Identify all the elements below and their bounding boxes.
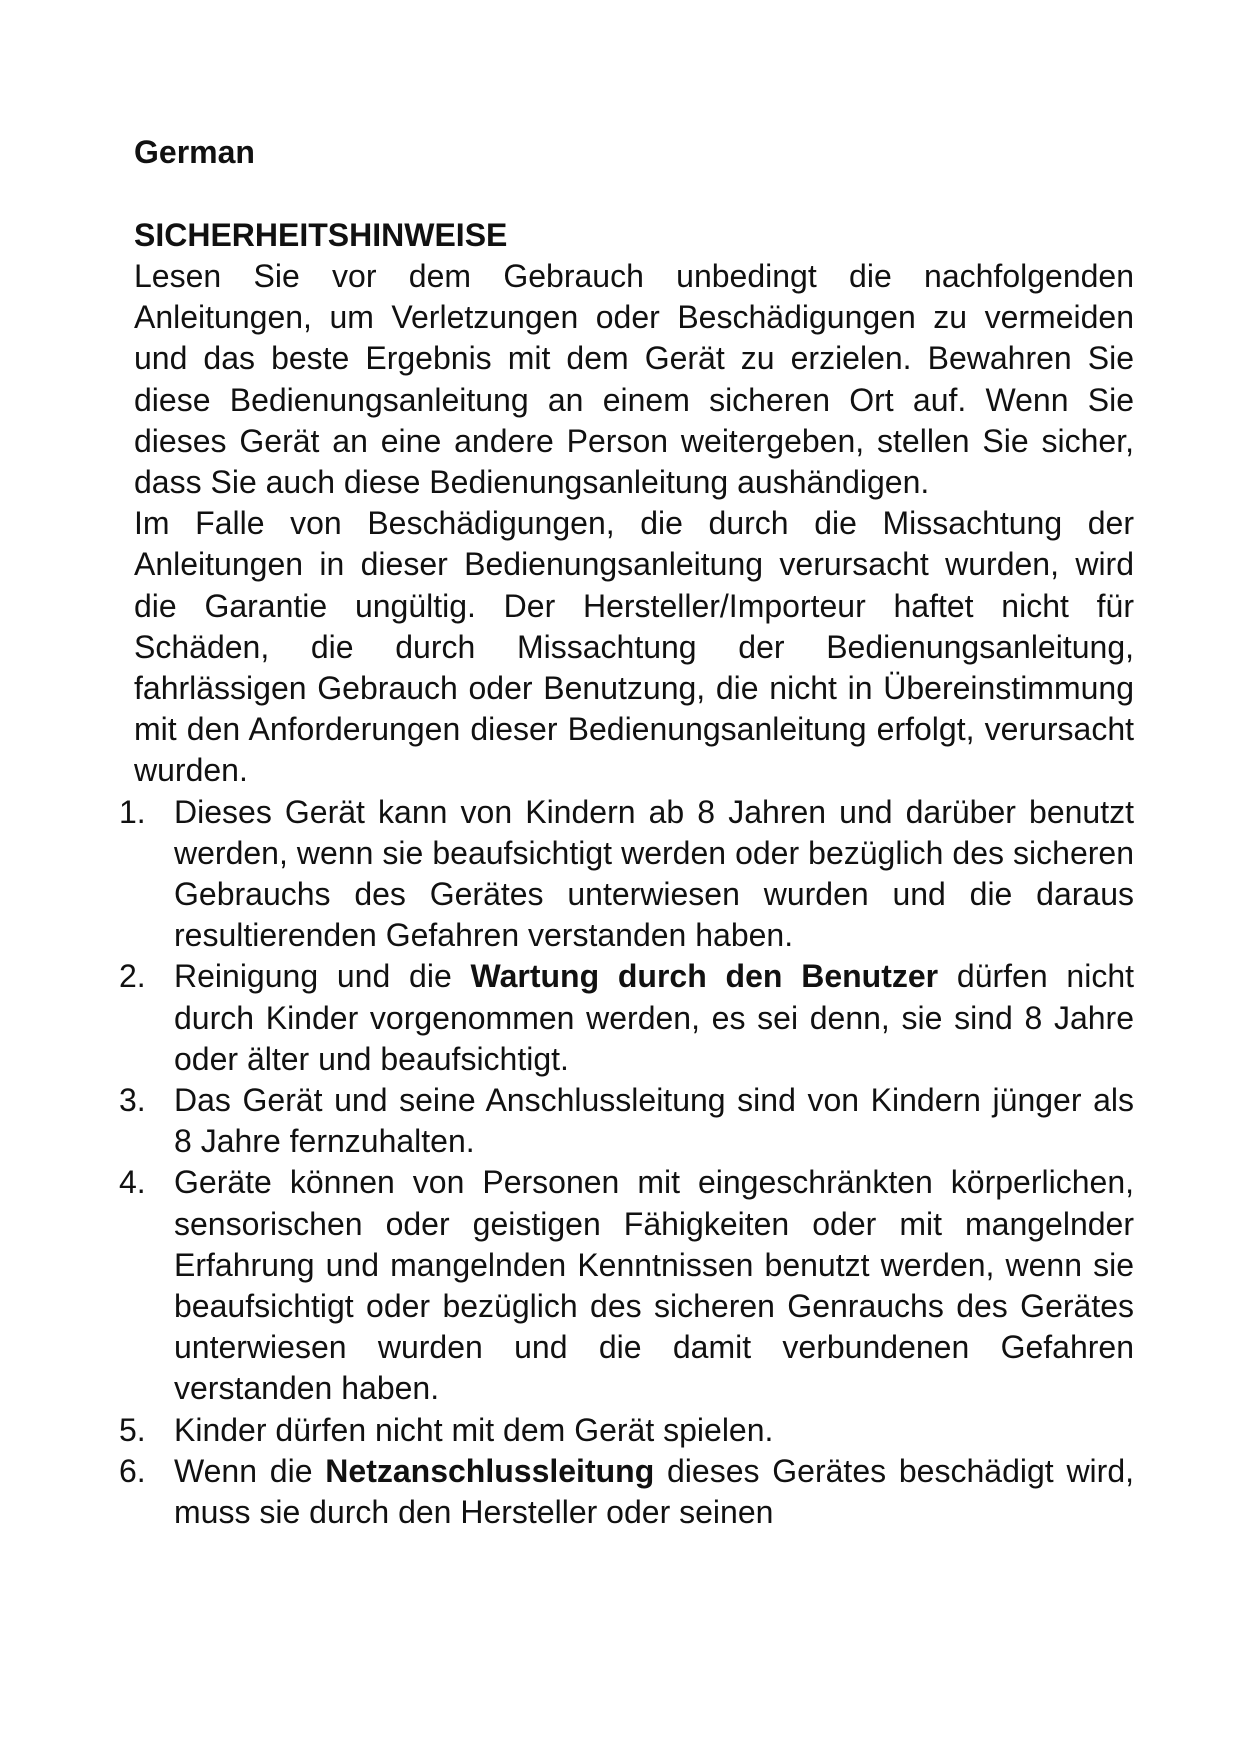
list-number: 3. (119, 1082, 146, 1119)
safety-list (119, 792, 1134, 1534)
list-item (119, 1451, 1134, 1533)
list-number: 5. (119, 1411, 146, 1448)
document-content (119, 132, 1135, 1533)
language-heading: German (134, 134, 255, 170)
list-item-text-before: Reinigung und die (174, 958, 471, 995)
list-number: 4. (119, 1164, 146, 1201)
list-item (119, 1080, 1134, 1162)
spacer (134, 173, 1134, 215)
list-item-text: Dieses Gerät kann von Kindern ab 8 Jahren und darüber benutzt werden, wenn sie beaufsichtigt werden oder bezüglich des sicheren Gebrauchs des Gerätes unterwiesen wurden und die daraus resultierenden Gefahren verstanden haben. (174, 793, 1134, 954)
list-item (119, 956, 1134, 1080)
list-item-text: Geräte können von Personen mit eingeschränkten körperlichen, sensorischen oder geistigen Fähigkeiten oder mit mangelnder Erfahrung und mangelnden Kenntnissen benutzt werden, wenn sie beaufsichtigt oder bezüglich des sicheren Genrauchs des Gerätes unterwiesen wurden und die damit verbundenen Gefahren verstanden haben. (174, 1164, 1134, 1407)
section-title: SICHERHEITSHINWEISE (134, 217, 508, 253)
list-item-text: Kinder dürfen nicht mit dem Gerät spielen. (174, 1411, 774, 1448)
list-item-text-before: Wenn die (174, 1452, 326, 1489)
list-item-bold-text: Netzanschlussleitung (325, 1452, 655, 1489)
list-item-bold-text: Wartung durch den Benutzer (470, 958, 939, 995)
list-item-text: Das Gerät und seine Anschlussleitung sind von Kindern jünger als 8 Jahre fernzuhalten. (174, 1082, 1134, 1160)
list-item (119, 1410, 1134, 1451)
list-item-text-after: dieses Gerätes beschädigt wird, muss sie durch den Hersteller oder seinen (174, 1452, 1135, 1531)
intro-paragraph: Im Falle von Beschädigungen, die durch die Missachtung der Anleitungen in dieser Bedienungsanleitung verursacht wurden, wird die Garantie ungültig. Der Hersteller/Importeur haftet nicht für Schäden, die durch Missachtung der Bedienungsanleitung, fahrlässigen Gebrauch oder Benutzung, die nicht in Übereinstimmung mit den Anforderungen dieser Bedienungsanleitung erfolgt, verursacht wurden. (134, 505, 1134, 789)
intro-paragraph: Lesen Sie vor dem Gebrauch unbedingt die nachfolgenden Anleitungen, um Verletzungen oder Beschädigungen zu vermeiden und das beste Ergebnis mit dem Gerät zu erzielen. Bewahren Sie diese Bedienungsanleitung an einem sicheren Ort auf. Wenn Sie dieses Gerät an eine andere Person weitergeben, stellen Sie sicher, dass Sie auch diese Bedienungsanleitung aushändigen. (134, 258, 1134, 501)
list-number: 1. (119, 793, 146, 830)
list-item (119, 792, 1134, 957)
list-number: 2. (119, 958, 146, 995)
list-number: 6. (119, 1452, 146, 1489)
list-item-text-after: dürfen nicht durch Kinder vorgenommen werden, es sei denn, sie sind 8 Jahre oder älter und beaufsichtigt. (174, 958, 1135, 1077)
list-item (119, 1162, 1134, 1409)
